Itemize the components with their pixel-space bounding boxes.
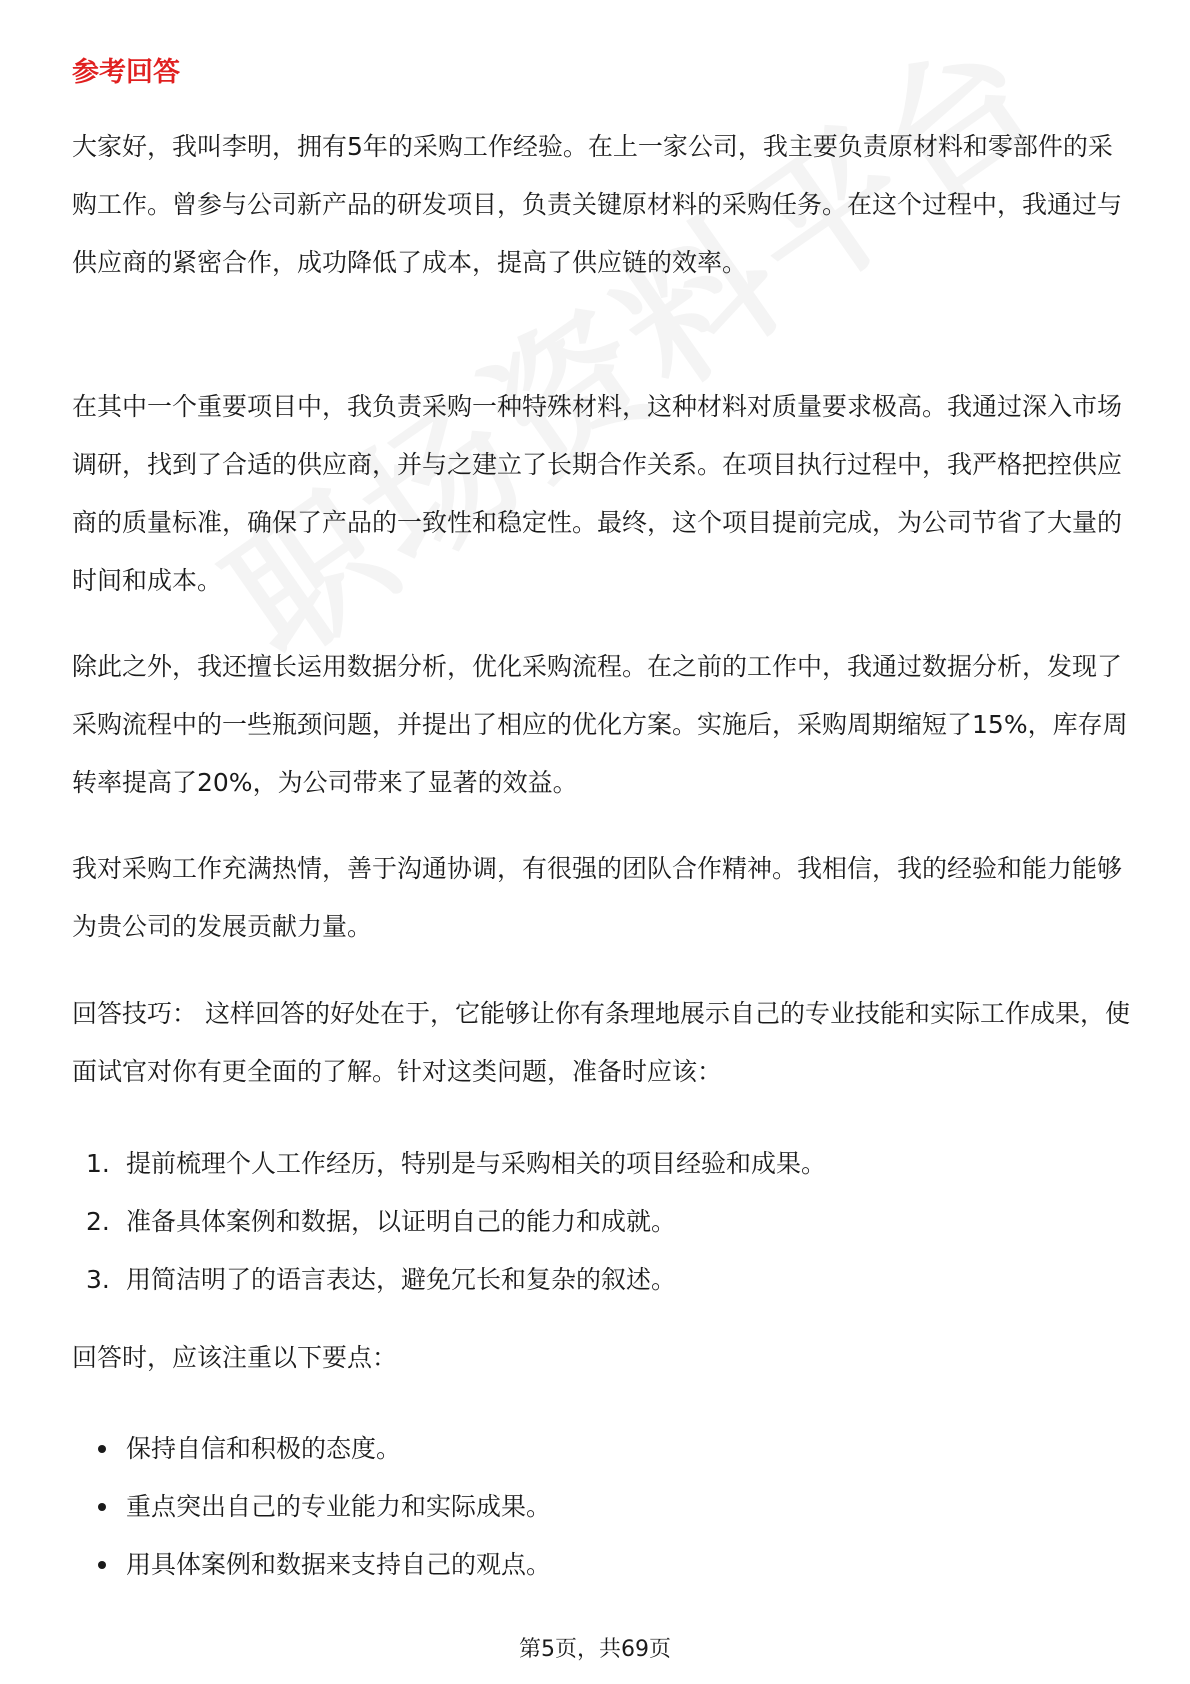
- list-item: [72, 1193, 1132, 1251]
- paragraph-tips: 回答技巧： 这样回答的好处在于，它能够让你有条理地展示自己的专业技能和实际工作成果，使面试官对你有更全面的了解。针对这类问题，准备时应该：: [72, 999, 1130, 1086]
- bullet-icon: [98, 1445, 106, 1453]
- list-item: [72, 1135, 1132, 1193]
- paragraph-project: 在其中一个重要项目中，我负责采购一种特殊材料，这种材料对质量要求极高。我通过深入市场调研，找到了合适的供应商，并与之建立了长期合作关系。在项目执行过程中，我严格把控供应商的质量标准，确保了产品的一致性和稳定性。最终，这个项目提前完成，为公司节省了大量的时间和成本。: [72, 392, 1123, 595]
- list-item-text: 保持自信和积极的态度。: [126, 1434, 402, 1463]
- preparation-list: [72, 1135, 1132, 1309]
- bullet-icon: [98, 1503, 106, 1511]
- points-intro: 回答时，应该注重以下要点：: [72, 1343, 398, 1372]
- list-item-text: 准备具体案例和数据，以证明自己的能力和成就。: [126, 1207, 677, 1236]
- list-item: [72, 1251, 1132, 1309]
- key-points-list: [72, 1420, 1132, 1594]
- paragraph-data-analysis: 除此之外，我还擅长运用数据分析，优化采购流程。在之前的工作中，我通过数据分析，发现了采购流程中的一些瓶颈问题，并提出了相应的优化方案。实施后，采购周期缩短了15%，库存周转率提高了20%，为公司带来了显著的效益。: [72, 652, 1128, 797]
- section-heading: 参考回答: [72, 57, 180, 88]
- list-item-text: 重点突出自己的专业能力和实际成果。: [126, 1492, 552, 1521]
- paragraph-intro: 大家好，我叫李明，拥有5年的采购工作经验。在上一家公司，我主要负责原材料和零部件的采购工作。曾参与公司新产品的研发项目，负责关键原材料的采购任务。在这个过程中，我通过与供应商的紧密合作，成功降低了成本，提高了供应链的效率。: [72, 132, 1123, 277]
- page-number: 第5页，共69页: [519, 1637, 671, 1662]
- paragraph-closing: 我对采购工作充满热情，善于沟通协调，有很强的团队合作精神。我相信，我的经验和能力能够为贵公司的发展贡献力量。: [72, 854, 1123, 941]
- list-item-text: 用具体案例和数据来支持自己的观点。: [126, 1550, 552, 1579]
- list-item-text: 提前梳理个人工作经历，特别是与采购相关的项目经验和成果。: [126, 1149, 827, 1178]
- list-item: [72, 1478, 1132, 1536]
- list-item-text: 用简洁明了的语言表达，避免冗长和复杂的叙述。: [126, 1265, 677, 1294]
- list-item: [72, 1536, 1132, 1594]
- bullet-icon: [98, 1561, 106, 1569]
- list-number: 2.: [86, 1207, 110, 1236]
- list-number: 1.: [86, 1149, 110, 1178]
- list-number: 3.: [86, 1265, 110, 1294]
- list-item: [72, 1420, 1132, 1478]
